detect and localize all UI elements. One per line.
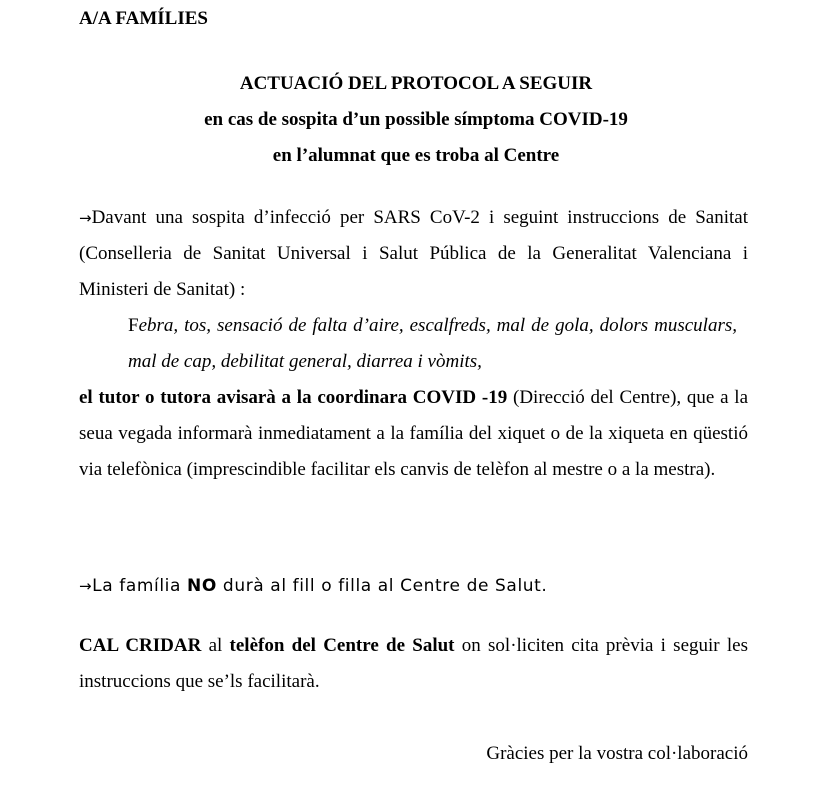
paragraph-call-bold-2: telèfon del Centre de Salut [229, 635, 455, 656]
title-line-3: en l’alumnat que es troba al Centre [272, 145, 560, 166]
arrow-right-icon: → [79, 209, 92, 227]
addressee-heading: A/A FAMÍLIES [79, 8, 208, 29]
symptoms-text: ebra, tos, sensació de falta d’aire, escalfreds, mal de gola, dolors musculars, mal de cap, debilitat general, diarrea i vòmits, [128, 315, 737, 372]
paragraph-tutor-text: (Direcció del Centre), que a la seua vegada informarà inmediatament a la família del xiquet o de la xiqueta en qüestió via telefònica (imprescindible facilitar els canvis de telèfon al mestre o a la mestra). [79, 387, 749, 480]
paragraph-family-after: durà al fill o filla al Centre de Salut. [216, 576, 548, 596]
paragraph-family-before: La família [92, 576, 188, 596]
symptoms-first-letter: F [128, 315, 139, 336]
paragraph-tutor [79, 380, 748, 488]
paragraph-family [79, 568, 547, 604]
arrow-right-icon: → [79, 577, 93, 595]
paragraph-call-text-1: al [201, 635, 230, 656]
paragraph-call [79, 628, 748, 700]
paragraph-family-bold: NO [187, 576, 217, 596]
signoff: Gràcies per la vostra col·laboració [486, 743, 748, 764]
symptoms-list [128, 308, 737, 380]
paragraph-tutor-bold: el tutor o tutora avisarà a la coordinara COVID -19 [79, 387, 508, 408]
title-line-1: ACTUACIÓ DEL PROTOCOL A SEGUIR [239, 73, 593, 94]
paragraph-suspicion-text: Davant una sospita d’infecció per SARS CoV-2 i seguint instruccions de Sanitat (Conselleria de Sanitat Universal i Salut Pública de la Generalitat Valenciana i Ministeri de Sanitat) : [79, 207, 748, 300]
title-line-2: en cas de sospita d’un possible símptoma COVID-19 [204, 109, 628, 130]
paragraph-call-bold-1: CAL CRIDAR [79, 635, 202, 656]
paragraph-suspicion [79, 200, 748, 308]
paragraph-call-text-2: on sol·liciten cita prèvia i seguir les instruccions que se’ls facilitarà. [79, 635, 748, 692]
document-title [79, 66, 753, 174]
